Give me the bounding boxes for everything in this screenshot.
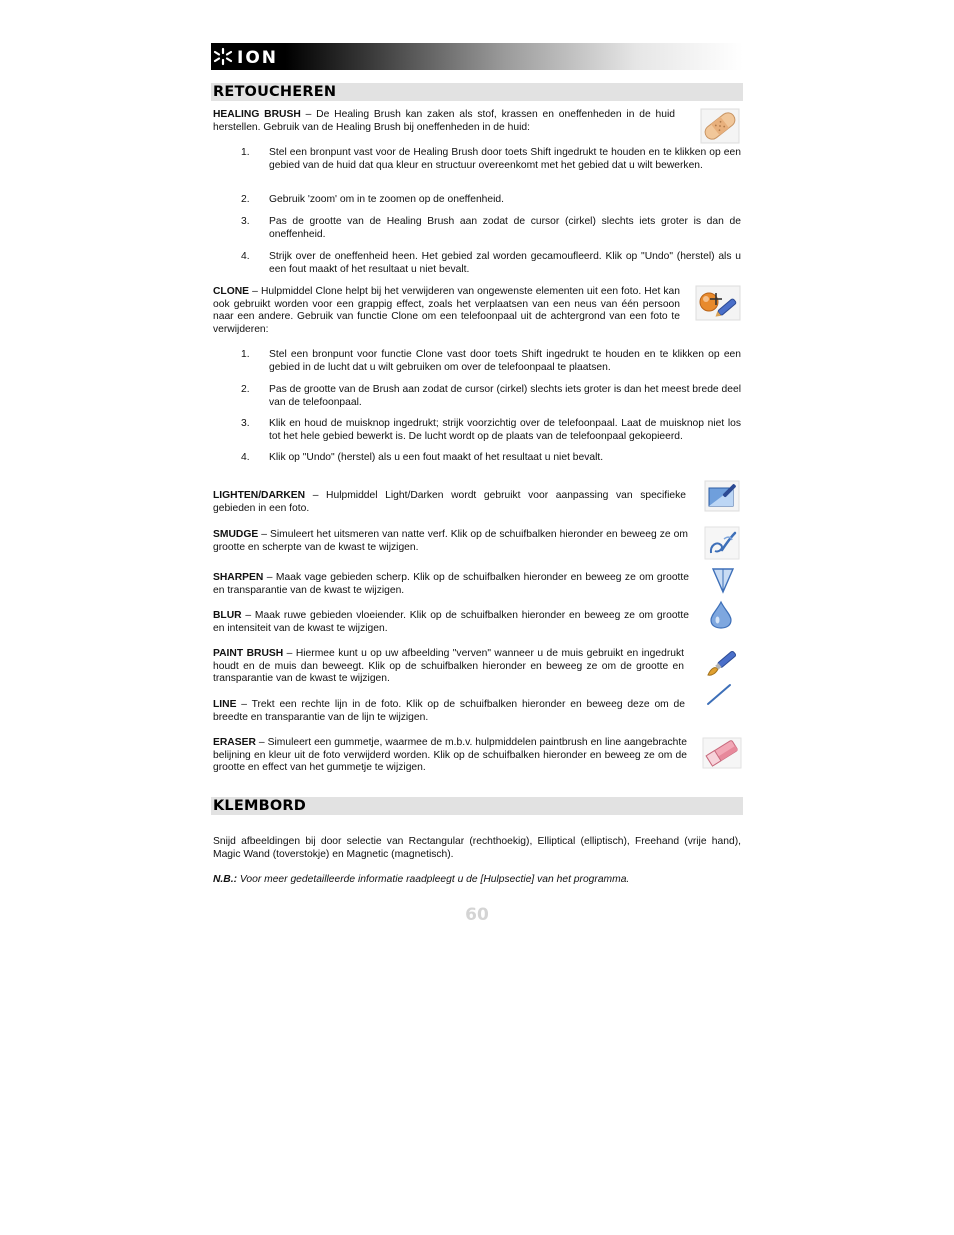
paint-brush-icon: [703, 645, 739, 679]
page-number: 60: [465, 905, 489, 925]
healing-brush-paragraph: [213, 109, 675, 134]
term-clone: CLONE: [213, 286, 250, 297]
section-title: RETOUCHEREN: [213, 84, 337, 100]
eraser-paragraph: ERASER – Simuleert een gummetje, waarmee de m.b.v. hulpmiddelen paintbrush en line aangebrachte belijning en kleur uit de foto verwijderd worden. Klik op de schuifbalken hieronder en beweeg ze om de grootte en effect van het gummetje te wijzigen.: [213, 737, 687, 774]
eraser-icon: [702, 737, 742, 769]
section-klembord: [211, 797, 743, 815]
klembord-paragraph: Snijd afbeeldingen bij door selectie van Rectangular (rechthoekig), Elliptical (elliptisch), Freehand (vrije hand), Magic Wand (toverstokje) en Magnetic (magnetisch).: [213, 836, 741, 860]
sharpen-triangle-icon: [708, 565, 738, 595]
clone-desc: – Hulpmiddel Clone helpt bij het verwijderen van ongewenste elementen uit een foto. Het kan ook gebruikt worden voor een grappig effect, zoals het verplaatsen van een neus van één persoon naar een andere. Gebruik van functie Clone om een telefoonpaal uit de achtergrond van een foto te verwijderen:: [213, 286, 680, 335]
smudge-finger-icon: [704, 526, 740, 560]
ion-logo: [211, 43, 285, 70]
term-smudge: SMUDGE: [213, 529, 259, 540]
term-blur: BLUR: [213, 610, 242, 621]
note-text: Voor meer gedetailleerde informatie raadpleegt u de [Hulpsectie] van het programma.: [237, 874, 630, 885]
lighten-darken-paragraph: LIGHTEN/DARKEN – Hulpmiddel Light/Darken wordt gebruikt voor aanpassing van specifieke gebieden in een foto.: [213, 490, 686, 514]
svg-text:ION: ION: [237, 48, 279, 68]
sharpen-paragraph: SHARPEN – Maak vage gebieden scherp. Klik op de schuifbalken hieronder en beweeg ze om grootte en transparantie van de kwast te wijzigen.: [213, 572, 689, 596]
line-tool-icon: [704, 683, 734, 707]
paint-brush-paragraph: PAINT BRUSH – Hiermee kunt u op uw afbeelding "verven" wanneer u de muis gebruikt en ingedrukt houdt en de muis dan beweegt. Klik op de schuifbalken hieronder en beweeg ze om de grootte en transparantie van de kwast te wijzigen.: [213, 648, 684, 685]
term-sharpen: SHARPEN: [213, 572, 264, 583]
ion-logo-icon: [211, 43, 285, 70]
blur-drop-icon: [708, 600, 734, 630]
section-retoucheren: [211, 83, 743, 101]
clone-paragraph: [213, 286, 680, 336]
healing-brush-desc: – De Healing Brush kan zaken als stof, krassen en oneffenheden in de huid herstellen. Gebruik van de Healing Brush bij oneffenheden in de huid:: [213, 109, 676, 133]
term-healing-brush: HEALING BRUSH: [213, 109, 301, 120]
clone-stamp-icon: [695, 285, 741, 321]
term-eraser: ERASER: [213, 737, 256, 748]
term-line: LINE: [213, 699, 237, 710]
line-paragraph: LINE – Trekt een rechte lijn in de foto. Klik op de schuifbalken hieronder en beweeg deze om de breedte en transparantie van de lijn te wijzigen.: [213, 699, 685, 723]
header-bar: [211, 43, 743, 70]
bandage-icon: [700, 108, 740, 144]
lighten-darken-icon: [704, 480, 740, 512]
term-paint-brush: PAINT BRUSH: [213, 648, 284, 659]
section-title: KLEMBORD: [213, 798, 306, 814]
note-label: N.B.:: [213, 874, 238, 885]
term-lighten-darken: LIGHTEN/DARKEN: [213, 490, 306, 501]
blur-paragraph: BLUR – Maak ruwe gebieden vloeiender. Klik op de schuifbalken hieronder en beweeg ze om grootte en intensiteit van de kwast te wijzigen.: [213, 610, 689, 634]
note-paragraph: [213, 874, 741, 887]
smudge-paragraph: SMUDGE – Simuleert het uitsmeren van natte verf. Klik op de schuifbalken hieronder en beweeg ze om grootte en scherpte van de kwast te wijzigen.: [213, 529, 688, 553]
